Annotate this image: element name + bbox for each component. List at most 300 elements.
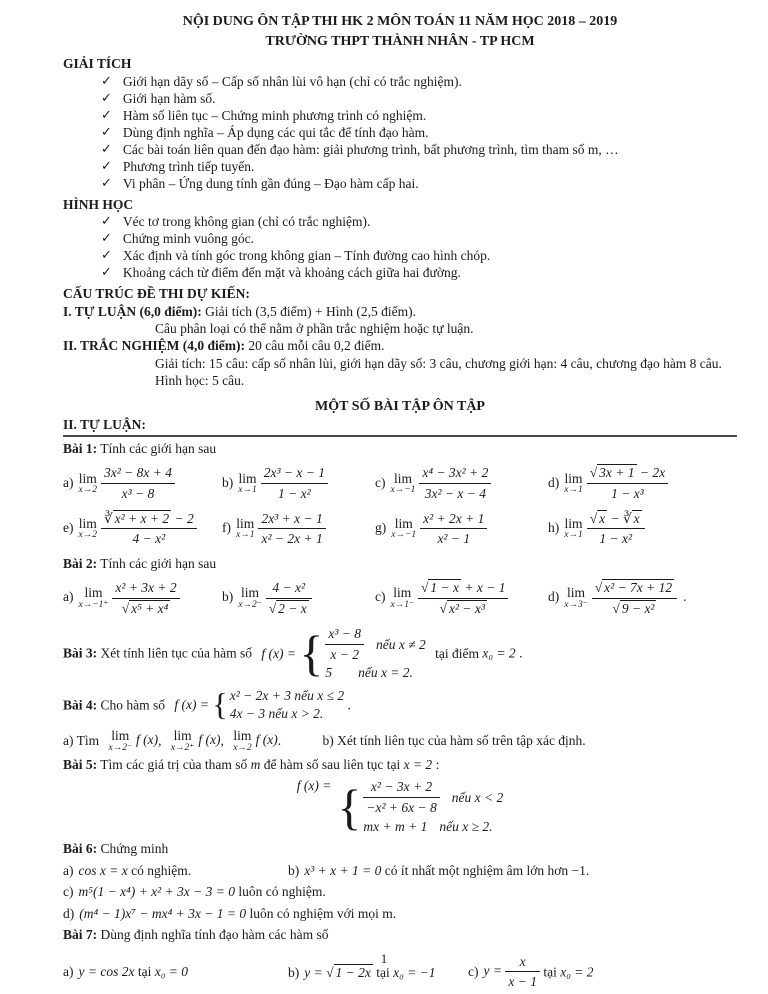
case-row [363, 778, 503, 816]
numerator-rest: − 2x [636, 465, 666, 481]
sqrt-icon [440, 600, 487, 616]
list-item [101, 90, 737, 107]
exercise-label: Bài 5: [63, 756, 98, 772]
cube-root-icon [104, 510, 171, 526]
limit-problem-h [548, 510, 737, 548]
limit-subscript: x→1 [238, 485, 257, 496]
lim-word: lim [78, 470, 97, 486]
lim-word: lim [564, 470, 583, 486]
equation: cos x = x [78, 862, 128, 878]
limit-operator [238, 586, 261, 610]
fraction [363, 778, 439, 816]
exercise-2 [63, 555, 737, 618]
item-tag: b) [288, 862, 300, 878]
radical-sign: √ [589, 510, 598, 526]
numerator: x⁴ − 3x² + 2 [419, 464, 491, 484]
limit-problem-b [222, 464, 375, 502]
exercise-2-row [63, 579, 737, 617]
limit-subscript: x→−1⁺ [78, 599, 109, 610]
numerator: x² + 3x + 2 [112, 579, 179, 599]
checkmark-icon: ✓ [101, 230, 112, 246]
item-tag: c) [63, 884, 74, 900]
case-condition: nếu x ≠ 2 [375, 636, 426, 652]
checkmark-icon: ✓ [101, 247, 112, 263]
numerator: x² − 3x + 2 [363, 778, 439, 798]
fraction [420, 510, 487, 548]
trac-nghiem-label: II. TRẮC NGHIỆM (4,0 điểm): [63, 338, 245, 354]
lim-word: lim [566, 585, 585, 601]
limit-problem-a [63, 464, 222, 502]
case-row [230, 705, 344, 723]
piecewise-function [212, 686, 344, 724]
case-row [230, 687, 344, 705]
denominator: −x² + 6x − 8 [366, 800, 437, 816]
list-item-text: Chứng minh vuông góc. [122, 231, 254, 247]
statement-text: luôn có nghiệm. [238, 884, 326, 900]
exercise-6 [63, 840, 737, 922]
radical-sign: √ [594, 580, 603, 596]
limit-problem-e [63, 510, 222, 548]
limit-operator [79, 586, 109, 610]
checkmark-icon: ✓ [101, 89, 112, 105]
exercise-label: Bài 4: [63, 697, 98, 713]
radicand: 2 − x [278, 600, 307, 616]
fraction [258, 510, 325, 548]
case-rows [325, 624, 425, 683]
case-expression: 4x − 3 nếu x > 2. [229, 706, 324, 722]
numerator: x [505, 953, 540, 973]
list-item [101, 73, 737, 90]
left-brace: { [299, 625, 324, 682]
exercises-subtitle-rule [63, 416, 737, 437]
list-item-text: Giới hạn hàm số. [122, 90, 216, 106]
fraction [587, 510, 645, 548]
fraction [592, 579, 677, 617]
exercise-5-function [63, 777, 737, 836]
radical-sign: ∛ [103, 510, 113, 526]
exercises-subtitle: II. TỰ LUẬN: [63, 417, 146, 433]
denominator [418, 599, 509, 618]
limit-subscript: x→3⁻ [564, 599, 588, 610]
exercise-intro: Tính các giới hạn sau [100, 555, 217, 571]
list-item-text: Dùng định nghĩa – Áp dụng các qui tắc để tính đạo hàm. [122, 124, 429, 140]
proof-problem-d [63, 905, 737, 923]
equation: x³ + x + 1 = 0 [304, 862, 382, 878]
tu-luan-detail: Giải tích (3,5 điểm) + Hình (2,5 điểm). [201, 303, 416, 319]
comma: , [220, 733, 224, 749]
radicand: x [633, 510, 640, 526]
list-item-text: Các bài toán liên quan đến đạo hàm: giải phương trình, bất phương trình, tìm tham số m, … [122, 141, 619, 157]
denominator: 1 − x² [599, 531, 632, 547]
document-title-line2: TRƯỜNG THPT THÀNH NHÂN - TP HCM [265, 33, 535, 49]
function-name: f (x) = [174, 697, 209, 713]
at-word: tại [376, 964, 390, 980]
radical-sign: √ [612, 600, 620, 616]
denominator: x − 1 [508, 974, 537, 990]
case-row [325, 625, 425, 663]
exam-structure-tu-luan [63, 303, 737, 320]
limit-subscript: x→2⁻ [108, 742, 132, 753]
colon: : [435, 756, 440, 772]
exercise-intro: Dùng định nghĩa tính đạo hàm các hàm số [100, 927, 329, 943]
exercise-intro-2: để hàm số sau liên tục tại [263, 756, 401, 772]
list-item [101, 158, 737, 175]
limit-2 [170, 728, 224, 753]
checkmark-icon: ✓ [101, 174, 112, 190]
denominator: 3x² − x − 4 [424, 485, 486, 501]
radicand: x² + x + 2 [114, 510, 170, 526]
tu-luan-note: Câu phân loại có thể nằm ở phần trắc nghiệm hoặc tự luận. [155, 321, 474, 337]
exercise-intro: Xét tính liên tục của hàm số [100, 645, 252, 661]
exercise-1 [63, 440, 737, 548]
case-rows [363, 777, 503, 836]
limit-operator [564, 517, 582, 541]
exercise-4-parts [63, 729, 737, 753]
checkmark-icon: ✓ [101, 264, 112, 280]
exercise-6-row-ab [63, 862, 737, 880]
limit-3 [233, 728, 278, 753]
limit-operator [391, 472, 416, 496]
list-item-text: Giới hạn dãy số – Cấp số nhân lùi vô hạn (chỉ có trắc nghiệm). [122, 73, 462, 89]
limit-subscript: x→2⁻ [238, 599, 262, 610]
list-item [101, 175, 737, 192]
function-name: f (x) = [296, 778, 332, 794]
denominator [112, 599, 179, 618]
statement-text: có ít nhất một nghiệm âm lớn hơn −1. [384, 862, 590, 878]
limit-subscript: x→1 [564, 530, 583, 541]
operator: − [607, 510, 624, 526]
sentence-period: . [347, 697, 351, 713]
numerator-rest: + x − 1 [461, 580, 506, 596]
item-tag: d) [548, 474, 560, 490]
radicand: 1 − x [430, 580, 460, 596]
limit-operator [564, 472, 582, 496]
lim-word: lim [236, 515, 255, 531]
limit-problem-d [548, 579, 737, 617]
radicand: x⁵ + x⁴ [131, 600, 169, 616]
check-list-giai-tich [63, 73, 737, 192]
left-brace: { [212, 686, 228, 723]
trac-nghiem-note-2: Hình học: 5 câu. [155, 372, 245, 388]
exercise-5-header [63, 756, 737, 774]
item-tag: c) [375, 589, 386, 605]
exercises-title: MỘT SỐ BÀI TẬP ÔN TẬP [315, 399, 485, 415]
piecewise-function [299, 624, 425, 683]
exercise-1-header [63, 440, 737, 458]
function-lhs: y = [304, 964, 323, 980]
denominator [592, 599, 677, 618]
statement-text: luôn có nghiệm với mọi m. [249, 905, 397, 921]
limit-operator [109, 729, 132, 753]
exercise-1-row-2 [63, 510, 737, 548]
item-tag: b) [288, 964, 300, 980]
case-condition: nếu x = 2. [358, 665, 413, 681]
document-title-line1: NỘI DUNG ÔN TẬP THI HK 2 MÔN TOÁN 11 NĂM HỌC 2018 – 2019 [182, 14, 618, 29]
exercise-intro-1: Tìm các giá trị của tham số [100, 756, 248, 772]
denominator: 1 − x² [278, 485, 311, 501]
sqrt-icon [122, 600, 171, 616]
radicand: 1 − 2x [335, 964, 371, 980]
sqrt-icon [612, 600, 656, 616]
denominator: 1 − x³ [611, 485, 644, 501]
exercise-3 [63, 624, 737, 683]
exercise-7-header [63, 926, 737, 944]
denominator [266, 599, 312, 618]
at-word: tại [543, 964, 557, 980]
point-value: x₀ = −1 [393, 964, 436, 980]
proof-problem-c [63, 883, 737, 901]
point-value: x₀ = 2 [482, 645, 516, 661]
exercise-intro: Tính các giới hạn sau [100, 440, 217, 456]
at-word: tại [137, 964, 152, 980]
fraction [261, 464, 328, 502]
item-tag: a) [63, 474, 74, 490]
checkmark-icon: ✓ [101, 106, 112, 122]
lim-word: lim [173, 728, 192, 743]
limit-operator [391, 517, 416, 541]
numerator [592, 579, 677, 599]
numerator [587, 510, 645, 530]
list-item [101, 264, 737, 281]
numerator-rest: − 2 [171, 510, 194, 526]
list-item-text: Vi phân – Ứng dung tính gần đúng – Đạo hàm cấp hai. [122, 175, 419, 191]
sqrt-icon [269, 600, 309, 616]
limit-problem-f [222, 510, 375, 548]
section-heading-giai-tich: GIẢI TÍCH [63, 56, 132, 72]
limit-operator [238, 472, 256, 496]
limit-subscript: x→1⁻ [390, 599, 414, 610]
list-item-text: Phương trình tiếp tuyến. [122, 158, 255, 174]
left-brace: { [337, 778, 362, 835]
numerator: x³ − 8 [325, 625, 364, 645]
fraction [587, 464, 668, 502]
comma: , [158, 733, 162, 749]
limit-operator [79, 472, 97, 496]
item-tag: c) [375, 474, 386, 490]
equation: (m⁴ − 1)x⁷ − mx⁴ + 3x − 1 = 0 [79, 905, 247, 921]
cube-root-icon [623, 510, 642, 526]
exam-structure-trac-nghiem [63, 337, 737, 354]
sentence-period: . [277, 733, 282, 749]
page-number: 1 [380, 951, 388, 967]
exercise-label: Bài 1: [63, 440, 98, 456]
proof-problem-b [288, 862, 737, 880]
sqrt-icon [421, 579, 461, 595]
case-row [325, 664, 425, 682]
point-value: x = 2 [403, 756, 433, 772]
list-item [101, 247, 737, 264]
function-name: f (x) = [261, 645, 296, 661]
list-item [101, 230, 737, 247]
radical-sign: √ [268, 600, 277, 616]
exercise-intro: Cho hàm số [100, 697, 166, 713]
denominator: x² − 1 [437, 531, 471, 547]
exercise-outro: tại điểm [435, 645, 480, 661]
fraction [112, 579, 179, 617]
numerator [587, 464, 668, 484]
lim-word: lim [233, 728, 252, 743]
lim-word: lim [393, 585, 412, 601]
lim-word: lim [84, 585, 103, 601]
trac-nghiem-detail: 20 câu mỗi câu 0,2 điểm. [245, 338, 385, 354]
denominator: x³ − 8 [121, 485, 155, 501]
function-expression: y = cos 2x [78, 964, 135, 980]
list-item [101, 213, 737, 230]
function-lhs: y = [483, 963, 502, 978]
limit-operator [79, 517, 97, 541]
item-tag: a) [63, 964, 74, 980]
exercise-label: Bài 3: [63, 645, 98, 661]
limit-subscript: x→1 [236, 530, 255, 541]
numerator: x² + 2x + 1 [420, 510, 487, 530]
exercise-4 [63, 686, 737, 753]
exercise-label: Bài 6: [63, 841, 98, 857]
item-tag: b) [222, 474, 234, 490]
case-expression: x² − 2x + 3 nếu x ≤ 2 [229, 687, 345, 703]
radical-sign: √ [439, 600, 447, 616]
piecewise-function [337, 777, 503, 836]
trac-nghiem-note-1: Giải tích: 15 câu: cấp số nhân lùi, giới hạn dãy số: 3 câu, chương giới hạn: 4 câu, chương đạo hàm 8 câu. [155, 355, 722, 371]
case-expression: 5 [325, 665, 333, 681]
sentence-period: . [519, 645, 523, 661]
list-item [101, 107, 737, 124]
list-item-text: Khoảng cách từ điểm đến mặt và khoảng cách giữa hai đường. [122, 265, 461, 281]
exercise-2-header [63, 555, 737, 573]
case-rows [230, 686, 344, 724]
exercise-label: Bài 7: [63, 927, 98, 943]
function-arg: f (x) [135, 732, 159, 748]
limit-problem-g [375, 510, 548, 548]
radicand: x² − 7x + 12 [604, 580, 673, 596]
list-item [101, 124, 737, 141]
exercise-6-header [63, 840, 737, 858]
radicand: 3x + 1 [599, 465, 635, 481]
fraction [266, 579, 312, 617]
limit-problem-a [63, 579, 222, 617]
numerator: 4 − x² [266, 579, 312, 599]
item-tag: f) [222, 519, 231, 535]
item-tag: a) [63, 862, 74, 878]
checkmark-icon: ✓ [101, 140, 112, 156]
case-condition: nếu x ≥ 2. [439, 818, 493, 834]
numerator [418, 579, 509, 599]
parameter-m: m [250, 756, 261, 772]
part-a-label: a) Tìm [63, 733, 100, 749]
proof-problem-a [63, 862, 288, 880]
limit-operator [171, 729, 194, 753]
function-arg: f (x) [198, 732, 221, 748]
item-tag: h) [548, 519, 560, 535]
limit-operator [564, 586, 587, 610]
denominator: x² − 2x + 1 [261, 531, 323, 547]
fraction [419, 464, 491, 502]
limit-problem-c [375, 579, 548, 617]
item-tag: d) [63, 905, 75, 921]
lim-word: lim [78, 515, 97, 531]
section-heading-hinh-hoc: HÌNH HỌC [63, 196, 134, 212]
radical-sign: √ [420, 580, 429, 596]
limit-subscript: x→2 [78, 530, 97, 541]
numerator: 3x² − 8x + 4 [101, 464, 175, 484]
exercise-label: Bài 2: [63, 555, 98, 571]
list-item-text: Xác định và tính góc trong không gian – Tính đường cao hình chóp. [122, 248, 491, 264]
item-tag: c) [468, 964, 479, 980]
section-heading-cau-truc: CẤU TRÚC ĐỀ THI DỰ KIẾN: [63, 286, 250, 302]
fraction [101, 464, 175, 502]
radical-sign: √ [121, 600, 130, 616]
limit-subscript: x→−1 [391, 530, 417, 541]
item-tag: d) [548, 589, 560, 605]
denominator: 4 − x² [132, 531, 166, 547]
fraction [101, 510, 197, 548]
point-value: x₀ = 0 [154, 964, 189, 980]
item-tag: e) [63, 519, 74, 535]
limit-subscript: x→2 [78, 485, 97, 496]
exercise-intro: Chứng minh [100, 841, 169, 857]
checkmark-icon: ✓ [101, 213, 112, 229]
limit-subscript: x→2⁺ [170, 742, 195, 753]
case-condition: nếu x < 2 [451, 789, 504, 805]
tu-luan-label: I. TỰ LUẬN (6,0 điểm): [63, 303, 202, 319]
limit-problem-b [222, 579, 375, 617]
exercise-5 [63, 756, 737, 836]
radical-sign: √ [326, 964, 334, 980]
check-list-hinh-hoc [63, 213, 737, 281]
limit-operator [391, 586, 414, 610]
item-tag: a) [63, 589, 74, 605]
sqrt-icon [590, 464, 637, 480]
item-tag: g) [375, 519, 387, 535]
equation: m⁵(1 − x⁴) + x² + 3x − 3 = 0 [78, 884, 235, 900]
lim-word: lim [240, 585, 259, 601]
fraction [325, 625, 364, 663]
limit-operator [236, 517, 254, 541]
radicand: x [599, 510, 606, 526]
lim-word: lim [564, 515, 583, 531]
radical-sign: ∛ [623, 510, 632, 526]
limit-subscript: x→1 [564, 485, 583, 496]
radicand: 9 − x² [621, 600, 655, 616]
radical-sign: √ [589, 465, 598, 481]
radicand: x² − x³ [448, 600, 485, 616]
limit-subscript: x→2 [233, 742, 252, 753]
sentence-period: . [683, 589, 687, 605]
checkmark-icon: ✓ [101, 123, 112, 139]
lim-word: lim [238, 470, 257, 486]
item-tag: b) [222, 589, 234, 605]
list-item-text: Hàm số liên tục – Chứng minh phương trình có nghiệm. [122, 107, 427, 123]
checkmark-icon: ✓ [101, 72, 112, 88]
lim-word: lim [393, 470, 412, 486]
sqrt-icon [590, 510, 607, 526]
numerator [101, 510, 197, 530]
point-value: x₀ = 2 [560, 964, 594, 980]
lim-word: lim [111, 728, 130, 743]
case-expression: mx + m + 1 [363, 818, 428, 834]
denominator: x − 2 [330, 646, 359, 662]
limit-problem-c [375, 464, 548, 502]
limit-1 [108, 728, 162, 753]
list-item-text: Véc tơ trong không gian (chỉ có trắc nghiệm). [122, 214, 371, 230]
limit-problem-d [548, 464, 737, 502]
numerator: 2x³ − x − 1 [261, 464, 328, 484]
part-b-text: b) Xét tính liên tục của hàm số trên tập xác định. [322, 733, 586, 749]
limit-subscript: x→−1 [390, 485, 416, 496]
lim-word: lim [394, 515, 413, 531]
statement-text: có nghiệm. [131, 862, 192, 878]
fraction [418, 579, 509, 617]
sqrt-icon [595, 579, 674, 595]
